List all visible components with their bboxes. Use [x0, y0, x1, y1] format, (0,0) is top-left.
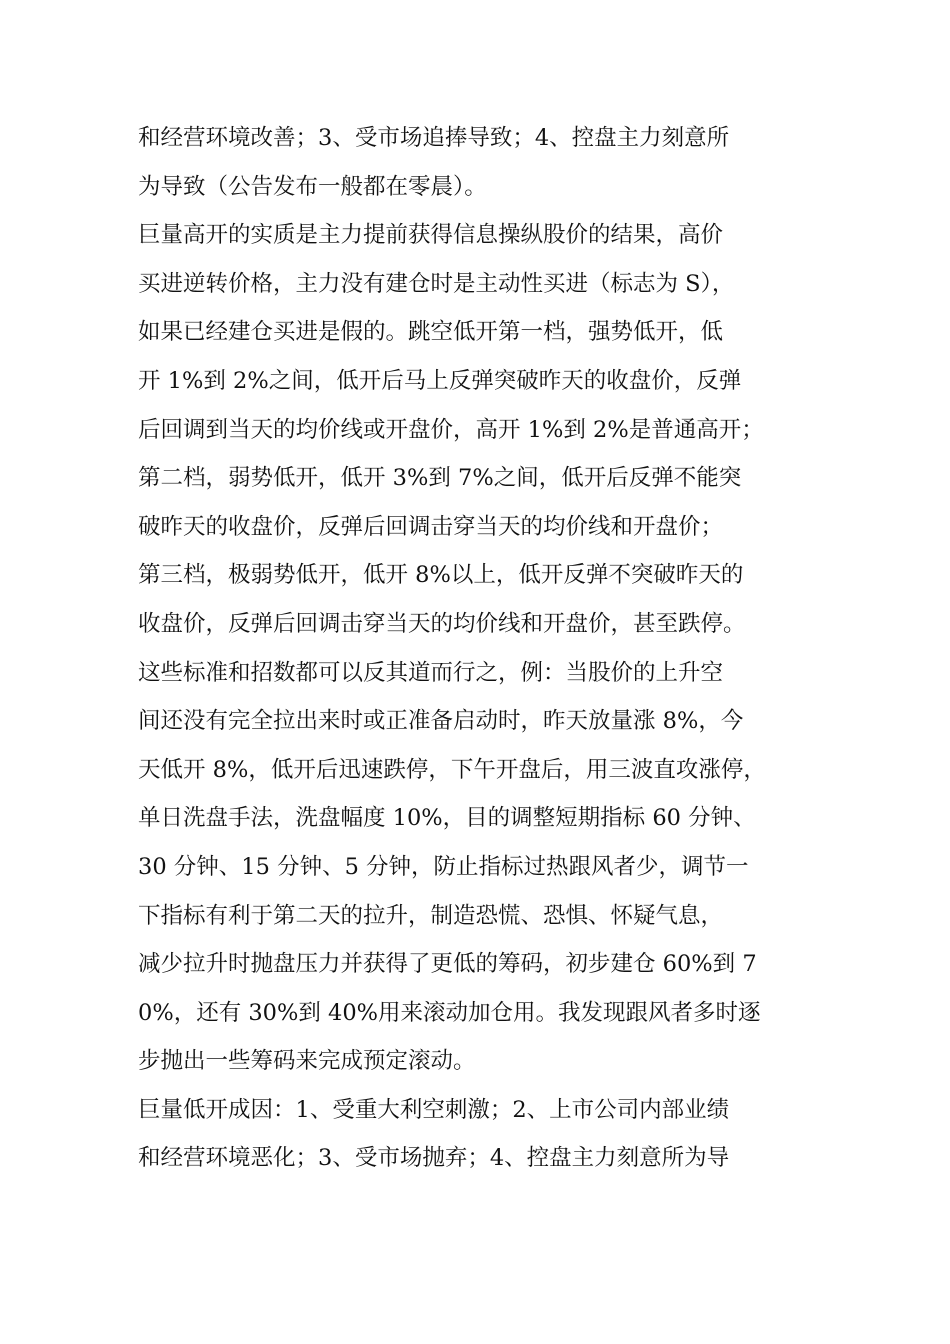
text-line: 和经营环境改善；3、受市场追捧导致；4、控盘主力刻意所 [138, 125, 730, 151]
text-line: 这些标准和招数都可以反其道而行之，例：当股价的上升空 [138, 659, 724, 686]
text-line: 天低开 8%，低开后迅速跌停，下午开盘后，用三波直攻涨停， [138, 756, 766, 783]
text-line: 第二档，弱势低开，低开 3%到 7%之间，低开后反弹不能突 [138, 465, 742, 492]
text-line: 间还没有完全拉出来时或正准备启动时，昨天放量涨 8%，今 [138, 708, 744, 735]
body-text [138, 114, 838, 1183]
text-line: 收盘价，反弹后回调击穿当天的均价线和开盘价，甚至跌停。 [138, 610, 746, 637]
text-line: 步抛出一些筹码来完成预定滚动。 [138, 1048, 476, 1075]
text-line: 第三档，极弱势低开，低开 8%以上，低开反弹不突破昨天的 [138, 562, 744, 589]
text-line: 0%，还有 30%到 40%用来滚动加仓用。我发现跟风者多时逐 [138, 999, 761, 1026]
text-line: 和经营环境恶化；3、受市场抛弃；4、控盘主力刻意所为导 [138, 1145, 730, 1172]
text-line: 如果已经建仓买进是假的。跳空低开第一档，强势低开，低 [138, 319, 724, 346]
text-line: 破昨天的收盘价，反弹后回调击穿当天的均价线和开盘价； [138, 513, 724, 540]
text-line: 巨量低开成因：1、受重大利空刺激；2、上市公司内部业绩 [138, 1096, 730, 1123]
text-line: 单日洗盘手法，洗盘幅度 10%，目的调整短期指标 60 分钟、 [138, 805, 756, 832]
text-line: 买进逆转价格，主力没有建仓时是主动性买进（标志为 S）， [138, 270, 735, 297]
text-line: 减少拉升时抛盘压力并获得了更低的筹码，初步建仓 60%到 7 [138, 951, 757, 978]
text-line: 下指标有利于第二天的拉升，制造恐慌、恐惧、怀疑气息， [138, 902, 724, 929]
text-line: 巨量高开的实质是主力提前获得信息操纵股价的结果，高价 [138, 222, 724, 249]
text-line: 开 1%到 2%之间，低开后马上反弹突破昨天的收盘价，反弹 [138, 367, 742, 394]
text-line: 30 分钟、15 分钟、5 分钟，防止指标过热跟风者少，调节一 [138, 853, 749, 880]
text-line: 后回调到当天的均价线或开盘价，高开 1%到 2%是普通高开； [138, 416, 764, 443]
text-line: 为导致（公告发布一般都在零晨）。 [138, 173, 487, 200]
